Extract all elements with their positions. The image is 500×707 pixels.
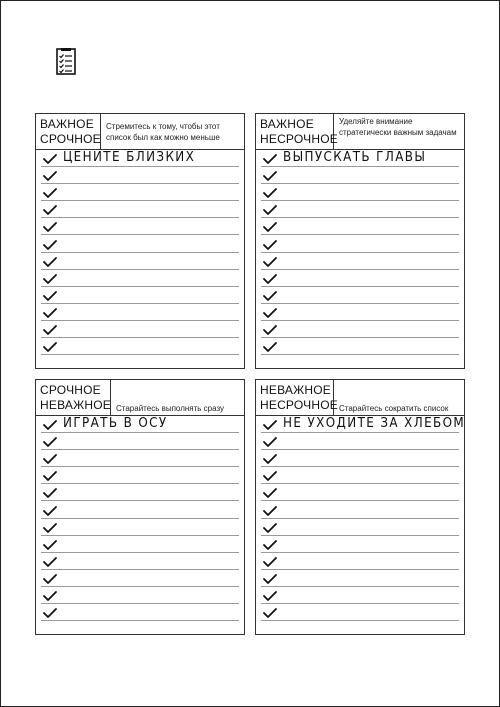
task-row[interactable] (41, 235, 239, 252)
checkmark-icon (43, 205, 57, 215)
checkmark-icon (263, 608, 277, 618)
checkmark-icon (263, 420, 277, 430)
checkmark-icon (43, 342, 57, 352)
task-text: НЕ УХОДИТЕ ЗА ХЛЕБОМ (283, 416, 466, 432)
task-row[interactable] (41, 253, 239, 270)
task-row[interactable] (261, 450, 459, 467)
quadrant-hint: Старайтесь сократить список (339, 403, 449, 413)
task-rows (261, 150, 459, 355)
task-text: ИГРАТЬ В ОСУ (63, 416, 168, 432)
quadrant-title (36, 114, 101, 149)
task-row[interactable] (261, 604, 459, 621)
title-line-1: ВАЖНОЕ (40, 117, 94, 131)
checkmark-icon (263, 591, 277, 601)
checkmark-icon (43, 471, 57, 481)
title-line-1: ВАЖНОЕ (260, 117, 314, 131)
checkmark-icon (43, 454, 57, 464)
task-row[interactable] (261, 321, 459, 338)
checkmark-icon (43, 308, 57, 318)
task-text: ЦЕНИТЕ БЛИЗКИХ (63, 150, 196, 166)
quadrant-urgent-not-important (35, 379, 245, 635)
checkmark-icon (263, 171, 277, 181)
checkmark-icon (263, 222, 277, 232)
quadrant-not-important-not-urgent (255, 379, 465, 635)
quadrant-title (36, 380, 111, 415)
checkmark-icon (43, 325, 57, 335)
checkmark-icon (263, 437, 277, 447)
quadrant-header (36, 380, 244, 416)
quadrant-hint: Стремитесь к тому, чтобы этот список был как можно меньше (106, 122, 220, 142)
checkmark-icon (43, 506, 57, 516)
quadrant-header (256, 114, 464, 150)
task-row[interactable] (41, 433, 239, 450)
checkmark-icon (43, 188, 57, 198)
checkmark-icon (263, 488, 277, 498)
task-row[interactable] (41, 270, 239, 287)
checkmark-icon (43, 523, 57, 533)
task-row[interactable] (261, 467, 459, 484)
checkmark-icon (263, 471, 277, 481)
task-row[interactable] (41, 338, 239, 355)
task-row[interactable] (41, 519, 239, 536)
checkmark-icon (43, 608, 57, 618)
task-row[interactable] (41, 467, 239, 484)
task-row[interactable] (41, 450, 239, 467)
quadrant-hint: Старайтесь выполнять сразу (116, 403, 225, 413)
checkmark-icon (43, 488, 57, 498)
checkmark-icon (43, 274, 57, 284)
checkmark-icon (43, 240, 57, 250)
task-row[interactable] (261, 150, 459, 167)
quadrant-important-urgent (35, 113, 245, 369)
checkmark-icon (43, 257, 57, 267)
checkmark-icon (263, 205, 277, 215)
task-row[interactable] (261, 433, 459, 450)
checkmark-icon (263, 574, 277, 584)
task-rows (261, 416, 466, 621)
task-row[interactable] (41, 321, 239, 338)
task-row[interactable] (41, 150, 239, 167)
quadrant-title (256, 380, 338, 415)
checkmark-icon (43, 291, 57, 301)
task-row[interactable] (41, 536, 239, 553)
task-row[interactable] (261, 553, 459, 570)
task-rows (41, 416, 239, 621)
task-text: ВЫПУСКАТЬ ГЛАВЫ (283, 150, 427, 166)
task-row[interactable] (41, 501, 239, 518)
checklist-icon (56, 48, 76, 75)
task-row[interactable] (261, 253, 459, 270)
task-row[interactable] (41, 604, 239, 621)
title-line-2: НЕВАЖНОЕ (40, 398, 111, 412)
checkmark-icon (263, 454, 277, 464)
title-line-2: СРОЧНОЕ (40, 132, 101, 146)
checkmark-icon (43, 420, 57, 430)
checkmark-icon (43, 171, 57, 181)
title-line-2: НЕСРОЧНОЕ (260, 398, 338, 412)
checkmark-icon (43, 222, 57, 232)
checkmark-icon (263, 325, 277, 335)
checkmark-icon (43, 154, 57, 164)
title-line-1: СРОЧНОЕ (40, 383, 101, 397)
checkmark-icon (43, 437, 57, 447)
checkmark-icon (263, 342, 277, 352)
task-row[interactable] (261, 570, 459, 587)
task-row[interactable] (41, 184, 239, 201)
checkmark-icon (263, 506, 277, 516)
task-row[interactable] (41, 287, 239, 304)
task-row[interactable] (261, 484, 459, 501)
task-row[interactable] (41, 167, 239, 184)
task-row[interactable] (261, 167, 459, 184)
checkmark-icon (263, 274, 277, 284)
quadrant-important-not-urgent (255, 113, 465, 369)
checkmark-icon (43, 557, 57, 567)
task-row[interactable] (41, 218, 239, 235)
task-row[interactable] (261, 338, 459, 355)
task-row[interactable] (261, 536, 459, 553)
task-row[interactable] (261, 304, 459, 321)
quadrant-hint: Уделяйте внимание стратегически важным задачам (339, 117, 457, 137)
checkmark-icon (43, 574, 57, 584)
task-row[interactable] (261, 287, 459, 304)
task-row[interactable] (41, 201, 239, 218)
task-row[interactable] (261, 270, 459, 287)
checkmark-icon (263, 291, 277, 301)
checkmark-icon (43, 591, 57, 601)
quadrant-header (256, 380, 464, 416)
task-row[interactable] (41, 304, 239, 321)
task-row[interactable] (41, 570, 239, 587)
checkmark-icon (263, 257, 277, 267)
task-row[interactable] (261, 218, 459, 235)
quadrant-title (256, 114, 338, 149)
checkmark-icon (263, 188, 277, 198)
task-row[interactable] (261, 501, 459, 518)
title-line-1: НЕВАЖНОЕ (260, 383, 331, 397)
quadrant-header (36, 114, 244, 150)
checkmark-icon (263, 523, 277, 533)
checkmark-icon (263, 308, 277, 318)
task-row[interactable] (41, 416, 239, 433)
task-row[interactable] (261, 416, 466, 433)
checkmark-icon (263, 540, 277, 550)
task-row[interactable] (261, 201, 459, 218)
task-row[interactable] (41, 587, 239, 604)
checkmark-icon (263, 154, 277, 164)
task-row[interactable] (261, 587, 459, 604)
checkmark-icon (263, 557, 277, 567)
task-row[interactable] (261, 519, 459, 536)
checkmark-icon (43, 540, 57, 550)
task-row[interactable] (261, 235, 459, 252)
task-row[interactable] (41, 553, 239, 570)
title-line-2: НЕСРОЧНОЕ (260, 132, 338, 146)
checkmark-icon (263, 240, 277, 250)
task-row[interactable] (41, 484, 239, 501)
task-rows (41, 150, 239, 355)
task-row[interactable] (261, 184, 459, 201)
